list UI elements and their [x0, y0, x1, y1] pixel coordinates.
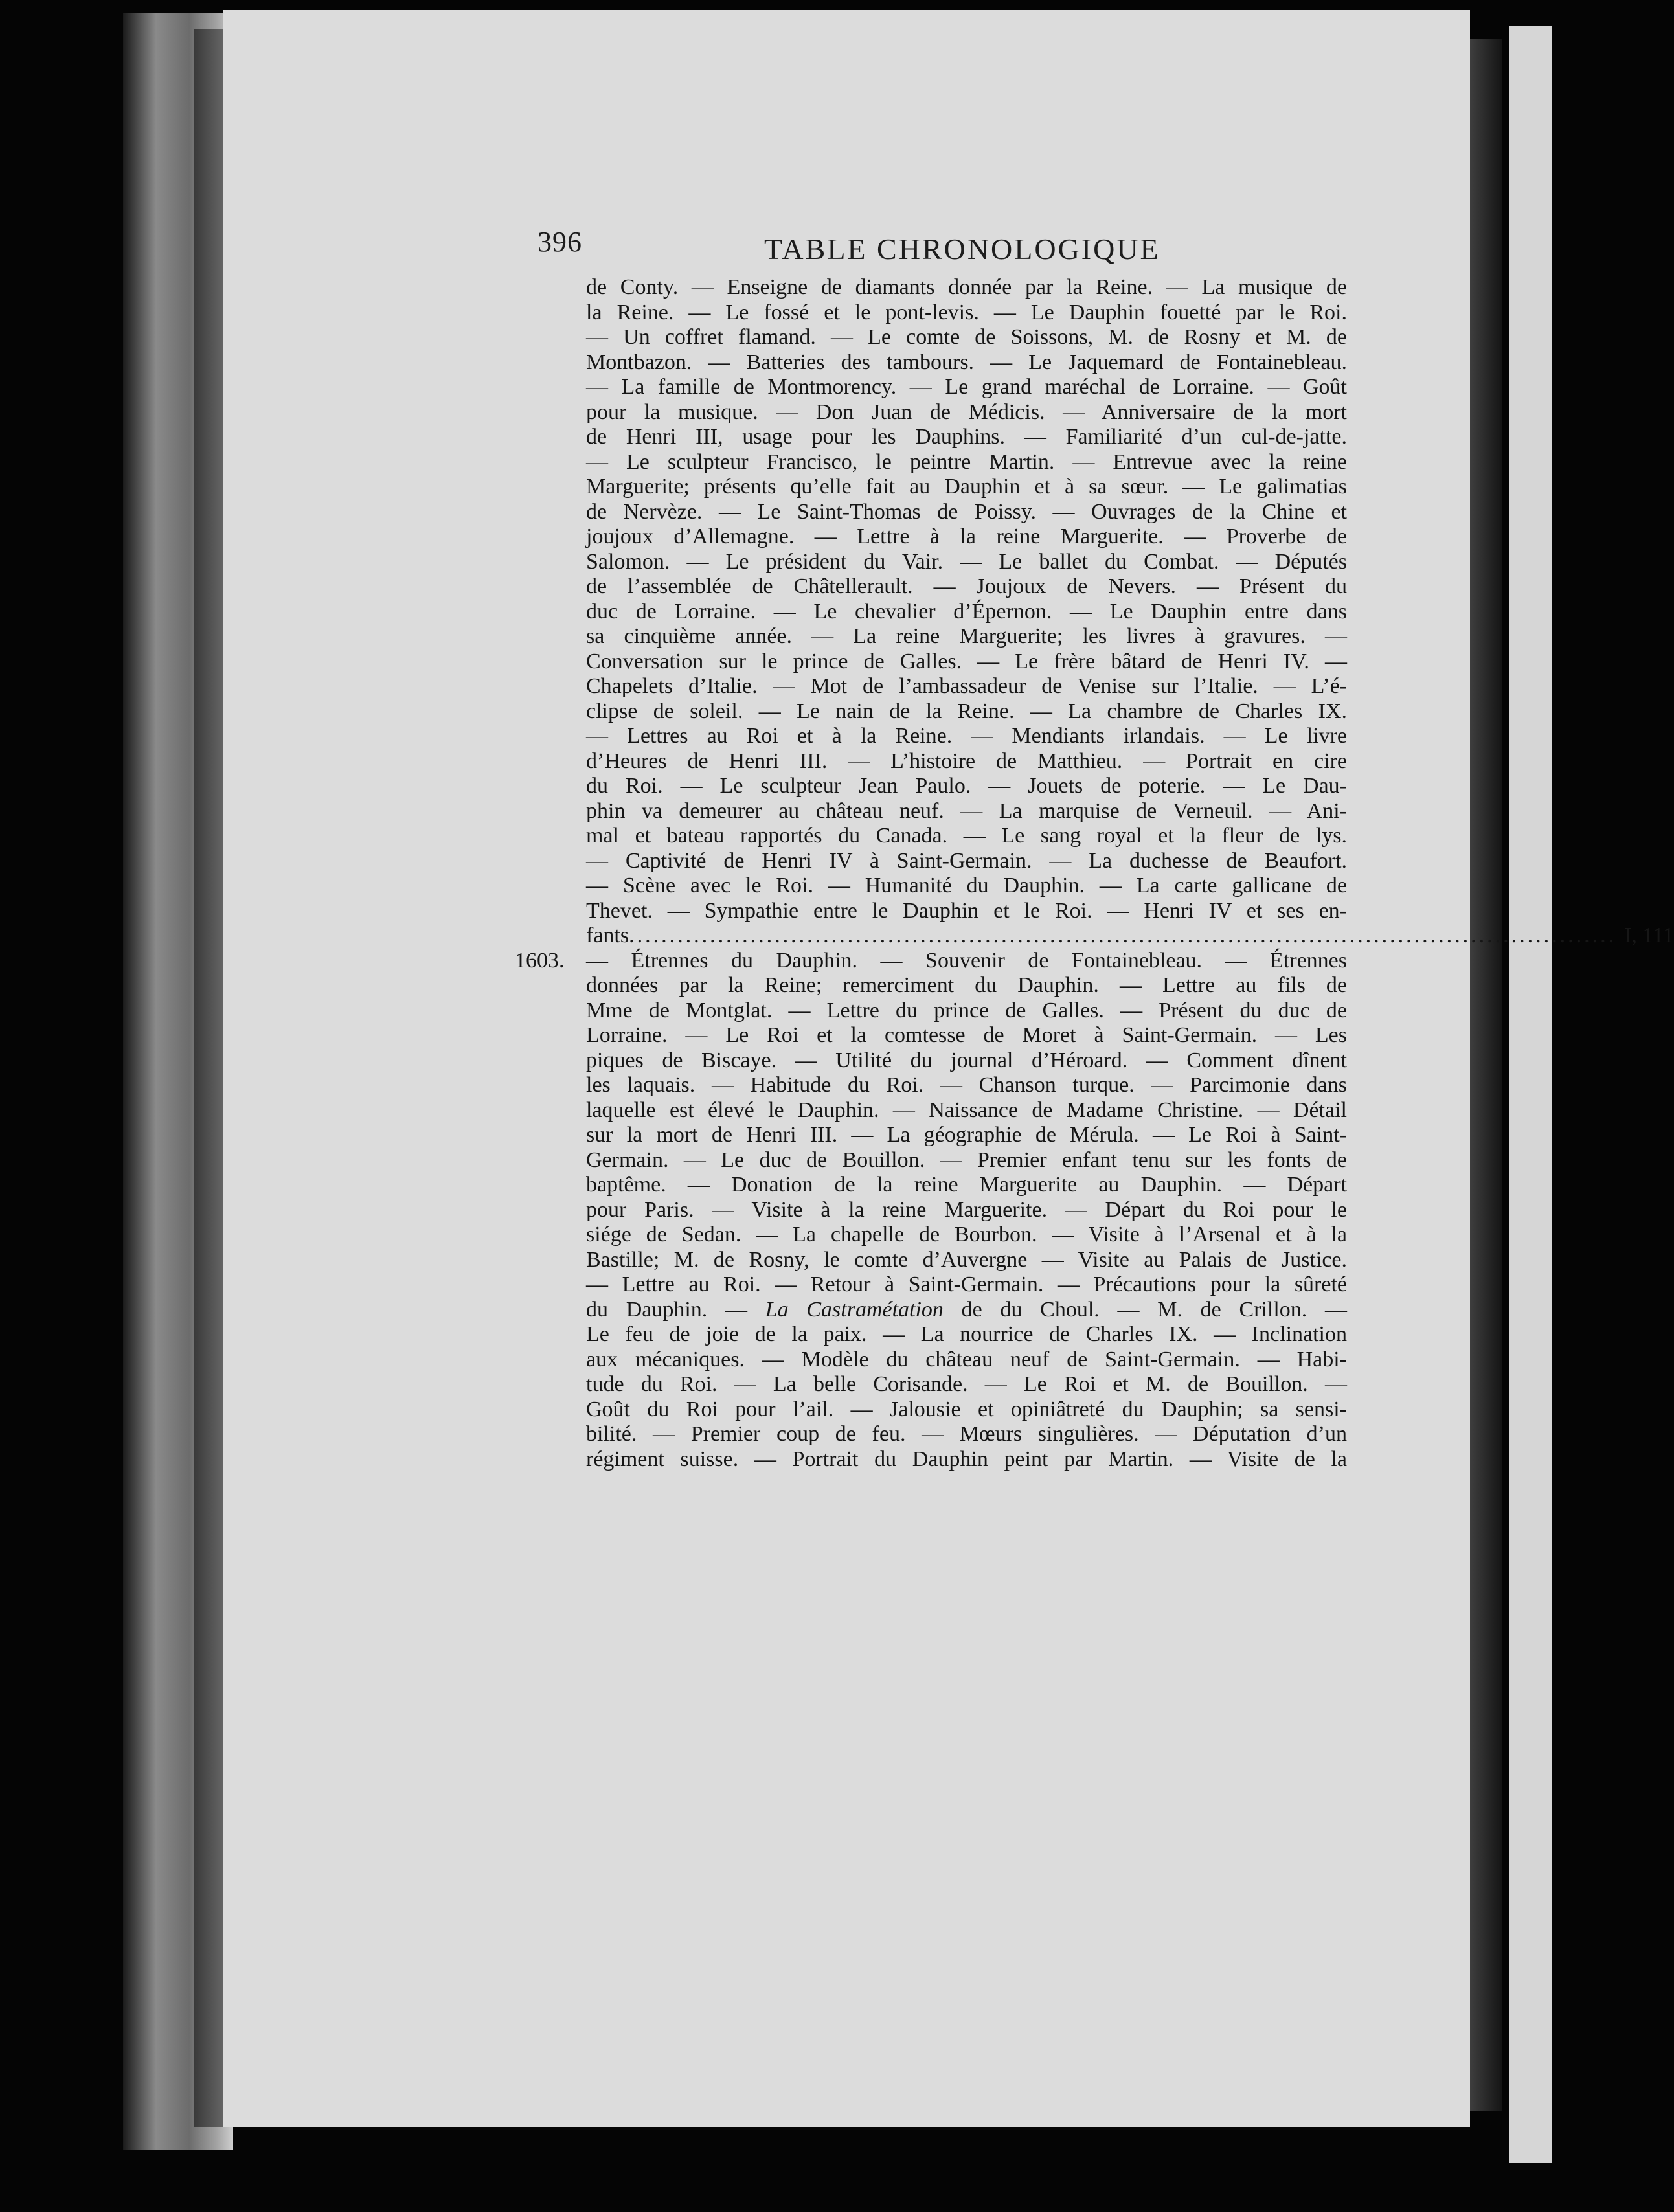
text-line: Conversation sur le prince de Galles. — Le frère bâtard de Henri IV. — [586, 649, 1347, 673]
text-line: aux mécaniques. — Modèle du château neuf de Saint-Germain. — Habi- [586, 1347, 1347, 1371]
text-line: tude du Roi. — La belle Corisande. — Le Roi et M. de Bouillon. — [586, 1372, 1347, 1396]
text-line: les laquais. — Habitude du Roi. — Chanson turque. — Parcimonie dans [586, 1073, 1347, 1097]
text-line: piques de Biscaye. — Utilité du journal d’Héroard. — Comment dînent [586, 1048, 1347, 1072]
text-line: — Le sculpteur Francisco, le peintre Martin. — Entrevue avec la reine [586, 449, 1347, 474]
text-line: — Scène avec le Roi. — Humanité du Dauphin. — La carte gallicane de [586, 874, 1347, 897]
text-line: de Henri III, usage pour les Dauphins. — Familiarité d’un cul-de-jatte. [586, 425, 1347, 449]
text-line: Le feu de joie de la paix. — La nourrice de Charles IX. — Inclination [586, 1322, 1347, 1346]
book-title-italic: La Castramétation [765, 1297, 944, 1322]
dot-leader: .......................................................................................................................... [629, 923, 1617, 947]
text-line: Germain. — Le duc de Bouillon. — Premier enfant tenu sur les fonts de [586, 1147, 1347, 1172]
book-spine-edge [1470, 39, 1502, 2111]
text-line: de l’assemblée de Châtellerault. — Joujoux de Nevers. — Présent du [586, 574, 1347, 598]
text-line: la Reine. — Le fossé et le pont-levis. — Le Dauphin fouetté par le Roi. [586, 300, 1347, 324]
text-line: sa cinquième année. — La reine Marguerite; les livres à gravures. — [586, 624, 1347, 648]
line-text: fants [586, 923, 629, 947]
text-line: Goût du Roi pour l’ail. — Jalousie et opiniâtreté du Dauphin; sa sensi- [586, 1397, 1347, 1421]
text-section-1 [586, 275, 1347, 923]
text-line: joujoux d’Allemagne. — Lettre à la reine Marguerite. — Proverbe de [586, 525, 1347, 548]
year-label: 1603. [515, 948, 565, 973]
text-line: mal et bateau rapportés du Canada. — Le sang royal et la fleur de lys. [586, 824, 1347, 848]
page-title: TABLE CHRONOLOGIQUE [764, 232, 1160, 265]
text-line: de Conty. — Enseigne de diamants donnée par la Reine. — La musique de [586, 275, 1347, 299]
text-line: d’Heures de Henri III. — L’histoire de Matthieu. — Portrait en cire [586, 749, 1347, 773]
page-header [531, 219, 1347, 264]
text-line: siége de Sedan. — La chapelle de Bourbon. — Visite à l’Arsenal et à la [586, 1223, 1347, 1247]
facing-page-edge [1509, 26, 1552, 2163]
text-line: — Lettres au Roi et à la Reine. — Mendiants irlandais. — Le livre [586, 724, 1347, 748]
year-entry-line [515, 948, 1347, 974]
text-line: Bastille; M. de Rosny, le comte d’Auvergne — Visite au Palais de Justice. [586, 1247, 1347, 1272]
text-line: laquelle est élevé le Dauphin. — Naissance de Madame Christine. — Détail [586, 1098, 1347, 1122]
text-line-italic [586, 1298, 1347, 1323]
text-line: pour la musique. — Don Juan de Médicis. — Anniversaire de la mort [586, 400, 1347, 424]
text-line: Lorraine. — Le Roi et la comtesse de Moret à Saint-Germain. — Les [586, 1023, 1347, 1047]
text-line: Salomon. — Le président du Vair. — Le ballet du Combat. — Députés [586, 549, 1347, 574]
text-line: Mme de Montglat. — Lettre du prince de Galles. — Présent du duc de [586, 998, 1347, 1022]
line-text-after: de du Choul. — M. de Crillon. — [943, 1297, 1348, 1322]
chronological-table-text [515, 275, 1674, 1472]
text-line: — Captivité de Henri IV à Saint-Germain. — La duchesse de Beaufort. [586, 848, 1347, 873]
text-line: baptême. — Donation de la reine Marguerite au Dauphin. — Départ [586, 1173, 1347, 1197]
text-line: données par la Reine; remerciment du Dauphin. — Lettre au fils de [586, 973, 1347, 997]
page-reference: I, 111 [1624, 923, 1674, 947]
text-line: Thevet. — Sympathie entre le Dauphin et le Roi. — Henri IV et ses en- [586, 898, 1347, 923]
text-line: — Lettre au Roi. — Retour à Saint-Germain. — Précautions pour la sûreté [586, 1272, 1347, 1296]
text-line: bilité. — Premier coup de feu. — Mœurs singulières. — Députation d’un [586, 1422, 1347, 1446]
text-line: phin va demeurer au château neuf. — La marquise de Verneuil. — Ani- [586, 798, 1347, 823]
text-line: clipse de soleil. — Le nain de la Reine. — La chambre de Charles IX. [586, 699, 1347, 723]
page-number: 396 [537, 226, 582, 258]
line-text-before: du Dauphin. — [586, 1297, 765, 1322]
line-text: — Étrennes du Dauphin. — Souvenir de Fontainebleau. — Étrennes [586, 948, 1347, 973]
text-section-3 [586, 1322, 1347, 1472]
text-line: — Un coffret flamand. — Le comte de Soissons, M. de Rosny et M. de [586, 325, 1347, 349]
text-line: duc de Lorraine. — Le chevalier d’Épernon. — Le Dauphin entre dans [586, 599, 1347, 624]
text-line: du Roi. — Le sculpteur Jean Paulo. — Jouets de poterie. — Le Dau- [586, 774, 1347, 798]
text-line: Chapelets d’Italie. — Mot de l’ambassadeur de Venise sur l’Italie. — L’é- [586, 674, 1347, 698]
text-line: Montbazon. — Batteries des tambours. — Le Jaquemard de Fontainebleau. [586, 350, 1347, 374]
text-section-2 [586, 973, 1347, 1298]
text-line: de Nervèze. — Le Saint-Thomas de Poissy. — Ouvrages de la Chine et [586, 499, 1347, 524]
text-line: — La famille de Montmorency. — Le grand maréchal de Lorraine. — Goût [586, 375, 1347, 399]
text-line: régiment suisse. — Portrait du Dauphin peint par Martin. — Visite de la [586, 1447, 1347, 1471]
text-line: Marguerite; présents qu’elle fait au Dauphin et à sa sœur. — Le galimatias [586, 475, 1347, 499]
text-line: pour Paris. — Visite à la reine Marguerite. — Départ du Roi pour le [586, 1197, 1347, 1222]
entry-with-page-ref [586, 923, 1674, 949]
text-line: sur la mort de Henri III. — La géographie de Mérula. — Le Roi à Saint- [586, 1123, 1347, 1147]
